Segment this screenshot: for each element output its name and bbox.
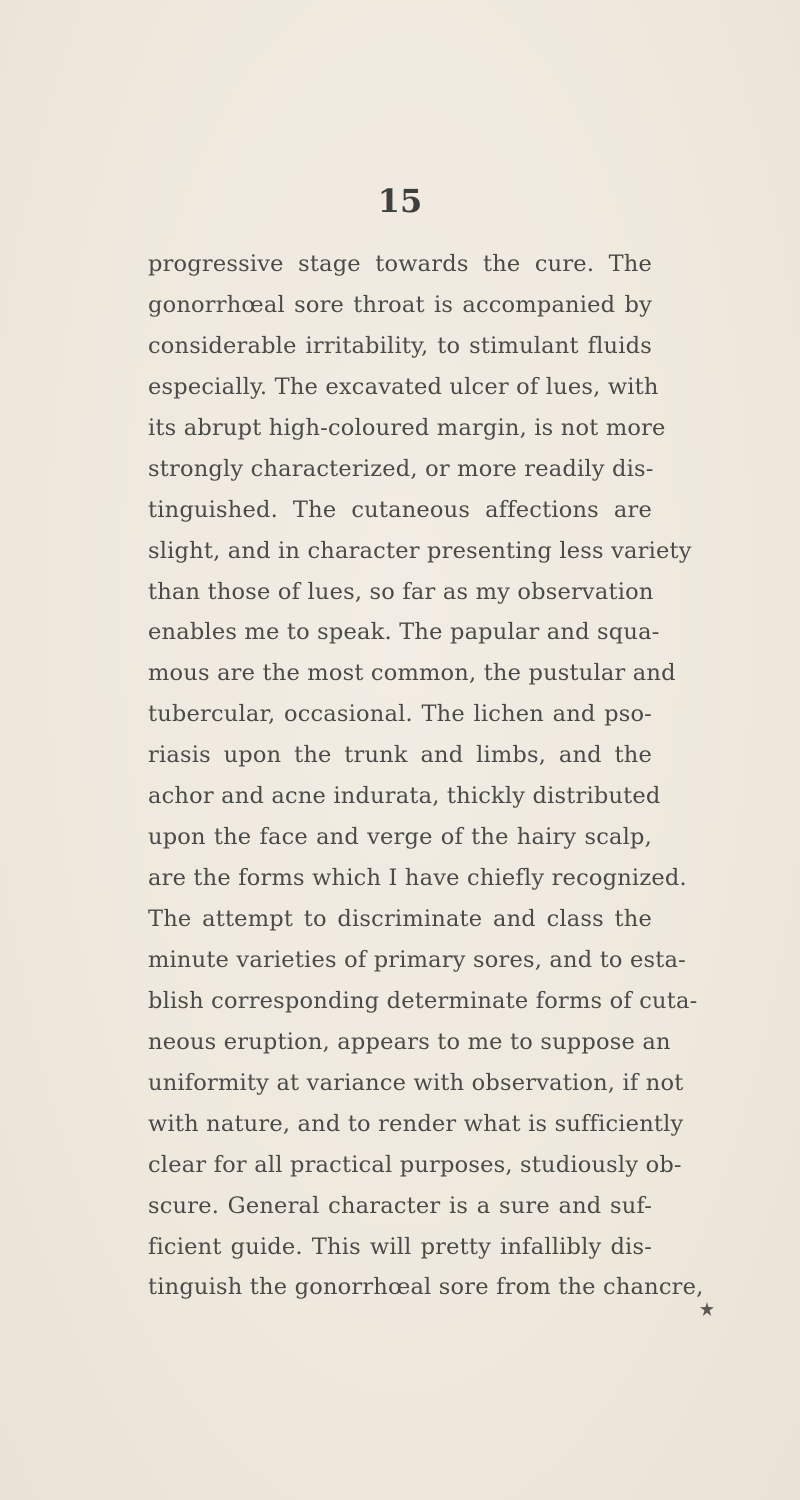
text-line: uniformity at variance with observation, if not: [148, 1069, 684, 1096]
page-number: 15: [377, 182, 423, 220]
text-line: gonorrhœal sore throat is accompanied by: [148, 291, 652, 318]
text-line: blish corresponding determinate forms of cuta-: [148, 987, 698, 1014]
text-line: progressive stage towards the cure. The: [148, 251, 652, 277]
text-line: mous are the most common, the pustular and: [148, 660, 676, 687]
text-line: The attempt to discriminate and class the: [148, 906, 652, 932]
text-line: slight, and in character presenting less variety: [148, 537, 692, 564]
text-line: strongly characterized, or more readily dis-: [148, 455, 654, 482]
body-text: [148, 244, 704, 1308]
text-line: riasis upon the trunk and limbs, and the: [148, 742, 652, 769]
text-line: upon the face and verge of the hairy scalp,: [148, 824, 652, 851]
text-line: than those of lues, so far as my observation: [148, 578, 654, 605]
text-line: ficient guide. This will pretty infallibly dis-: [148, 1233, 652, 1260]
text-line: neous eruption, appears to me to suppose an: [148, 1028, 671, 1055]
text-line: are the forms which I have chiefly recognized.: [148, 865, 687, 892]
text-line: scure. General character is a sure and suf-: [148, 1192, 652, 1219]
text-line: tinguish the gonorrhœal sore from the chancre,: [148, 1274, 704, 1301]
text-line: its abrupt high-coloured margin, is not more: [148, 414, 666, 441]
text-line: considerable irritability, to stimulant fluids: [148, 332, 652, 359]
text-line: minute varieties of primary sores, and to esta-: [148, 946, 686, 973]
star-ornament-icon: [699, 1301, 715, 1317]
text-line: achor and acne indurata, thickly distributed: [148, 783, 661, 810]
text-line: especially. The excavated ulcer of lues, with: [148, 373, 659, 400]
text-line: with nature, and to render what is sufficiently: [148, 1110, 684, 1137]
text-line: tinguished. The cutaneous affections are: [148, 496, 652, 523]
text-line: clear for all practical purposes, studiously ob-: [148, 1151, 682, 1178]
text-line: tubercular, occasional. The lichen and pso-: [148, 701, 652, 728]
text-line: enables me to speak. The papular and squa-: [148, 619, 660, 646]
